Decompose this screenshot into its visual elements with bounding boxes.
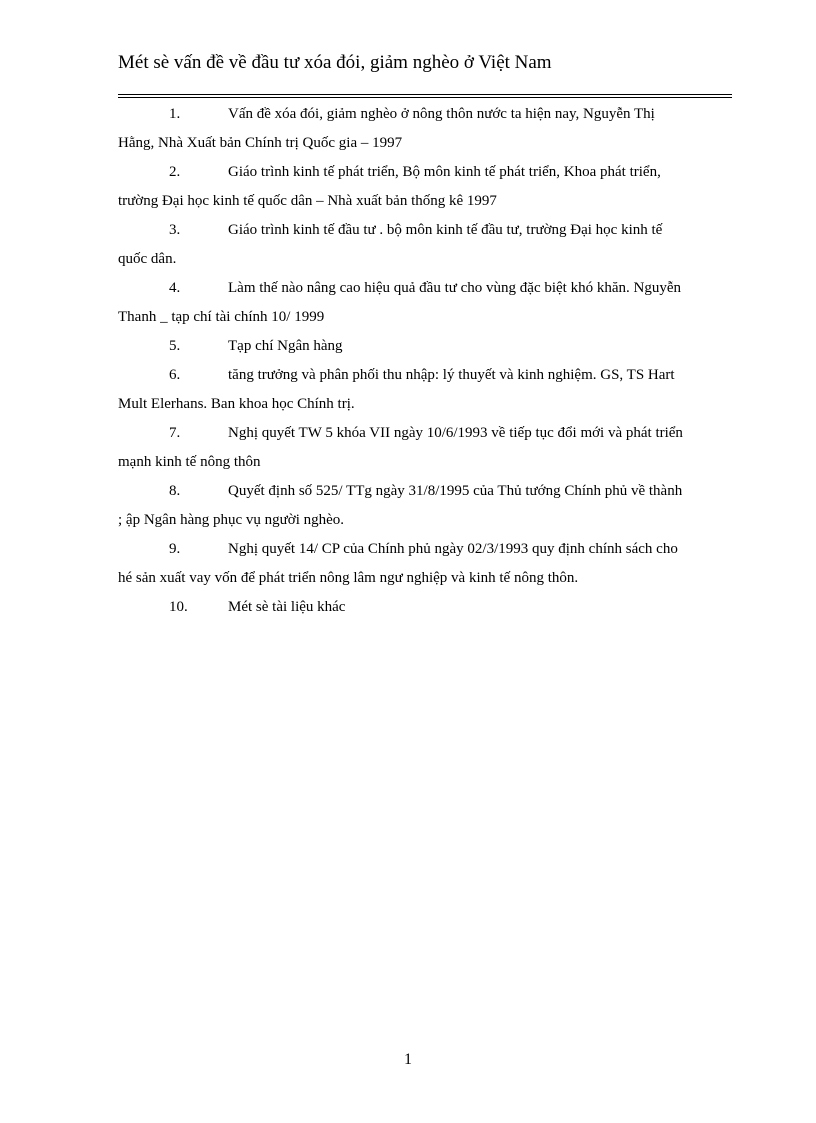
reference-text: Tạp chí Ngân hàng <box>228 338 343 354</box>
reference-text: Giáo trình kinh tế phát triển, Bộ môn kinh tế phát triển, Khoa phát triển, trường Đại học kinh tế quốc dân – Nhà xuất bản thống kê 1997 <box>118 164 661 209</box>
reference-item <box>118 419 688 477</box>
reference-number: 2. <box>169 164 181 180</box>
reference-number: 6. <box>169 367 181 383</box>
reference-item <box>118 274 688 332</box>
reference-text: Quyết định số 525/ TTg ngày 31/8/1995 của Thủ tướng Chính phủ về thành ; ập Ngân hàng phục vụ người nghèo. <box>118 483 683 528</box>
reference-text: Nghị quyết 14/ CP của Chính phủ ngày 02/3/1993 quy định chính sách cho hé sản xuất vay vốn để phát triển nông lâm ngư nghiệp và kinh tế nông thôn. <box>118 541 678 586</box>
reference-item <box>118 593 688 622</box>
header-rule-bottom <box>118 97 732 98</box>
reference-item <box>118 535 688 593</box>
reference-list <box>118 100 688 622</box>
reference-text: Mét sè tài liệu khác <box>228 599 346 615</box>
reference-number: 8. <box>169 483 181 499</box>
reference-item <box>118 216 688 274</box>
header-title: Mét sè vấn đề về đầu tư xóa đói, giảm nghèo ở Việt Nam <box>118 52 552 73</box>
reference-item <box>118 477 688 535</box>
reference-item <box>118 332 688 361</box>
reference-text: Làm thế nào nâng cao hiệu quả đầu tư cho vùng đặc biệt khó khăn. Nguyễn Thanh _ tạp chí tài chính 10/ 1999 <box>118 280 681 325</box>
reference-item <box>118 158 688 216</box>
reference-text: tăng trưởng và phân phối thu nhập: lý thuyết và kinh nghiệm. GS, TS Hart Mult Elerhans. Ban khoa học Chính trị. <box>118 367 675 412</box>
reference-number: 10. <box>169 599 188 615</box>
reference-text: Nghị quyết TW 5 khóa VII ngày 10/6/1993 về tiếp tục đổi mới và phát triển mạnh kinh tế nông thôn <box>118 425 683 470</box>
reference-number: 3. <box>169 222 181 238</box>
page-number: 1 <box>404 1051 412 1068</box>
reference-number: 5. <box>169 338 181 354</box>
reference-text: Vấn đề xóa đói, giảm nghèo ở nông thôn nước ta hiện nay, Nguyễn Thị Hằng, Nhà Xuất bản Chính trị Quốc gia – 1997 <box>118 106 655 151</box>
reference-text: Giáo trình kinh tế đầu tư . bộ môn kinh tế đầu tư, trường Đại học kinh tế quốc dân. <box>118 222 663 267</box>
reference-number: 1. <box>169 106 181 122</box>
header-rule-top <box>118 94 732 95</box>
reference-item <box>118 100 688 158</box>
reference-number: 4. <box>169 280 181 296</box>
reference-item <box>118 361 688 419</box>
reference-number: 9. <box>169 541 181 557</box>
reference-number: 7. <box>169 425 181 441</box>
